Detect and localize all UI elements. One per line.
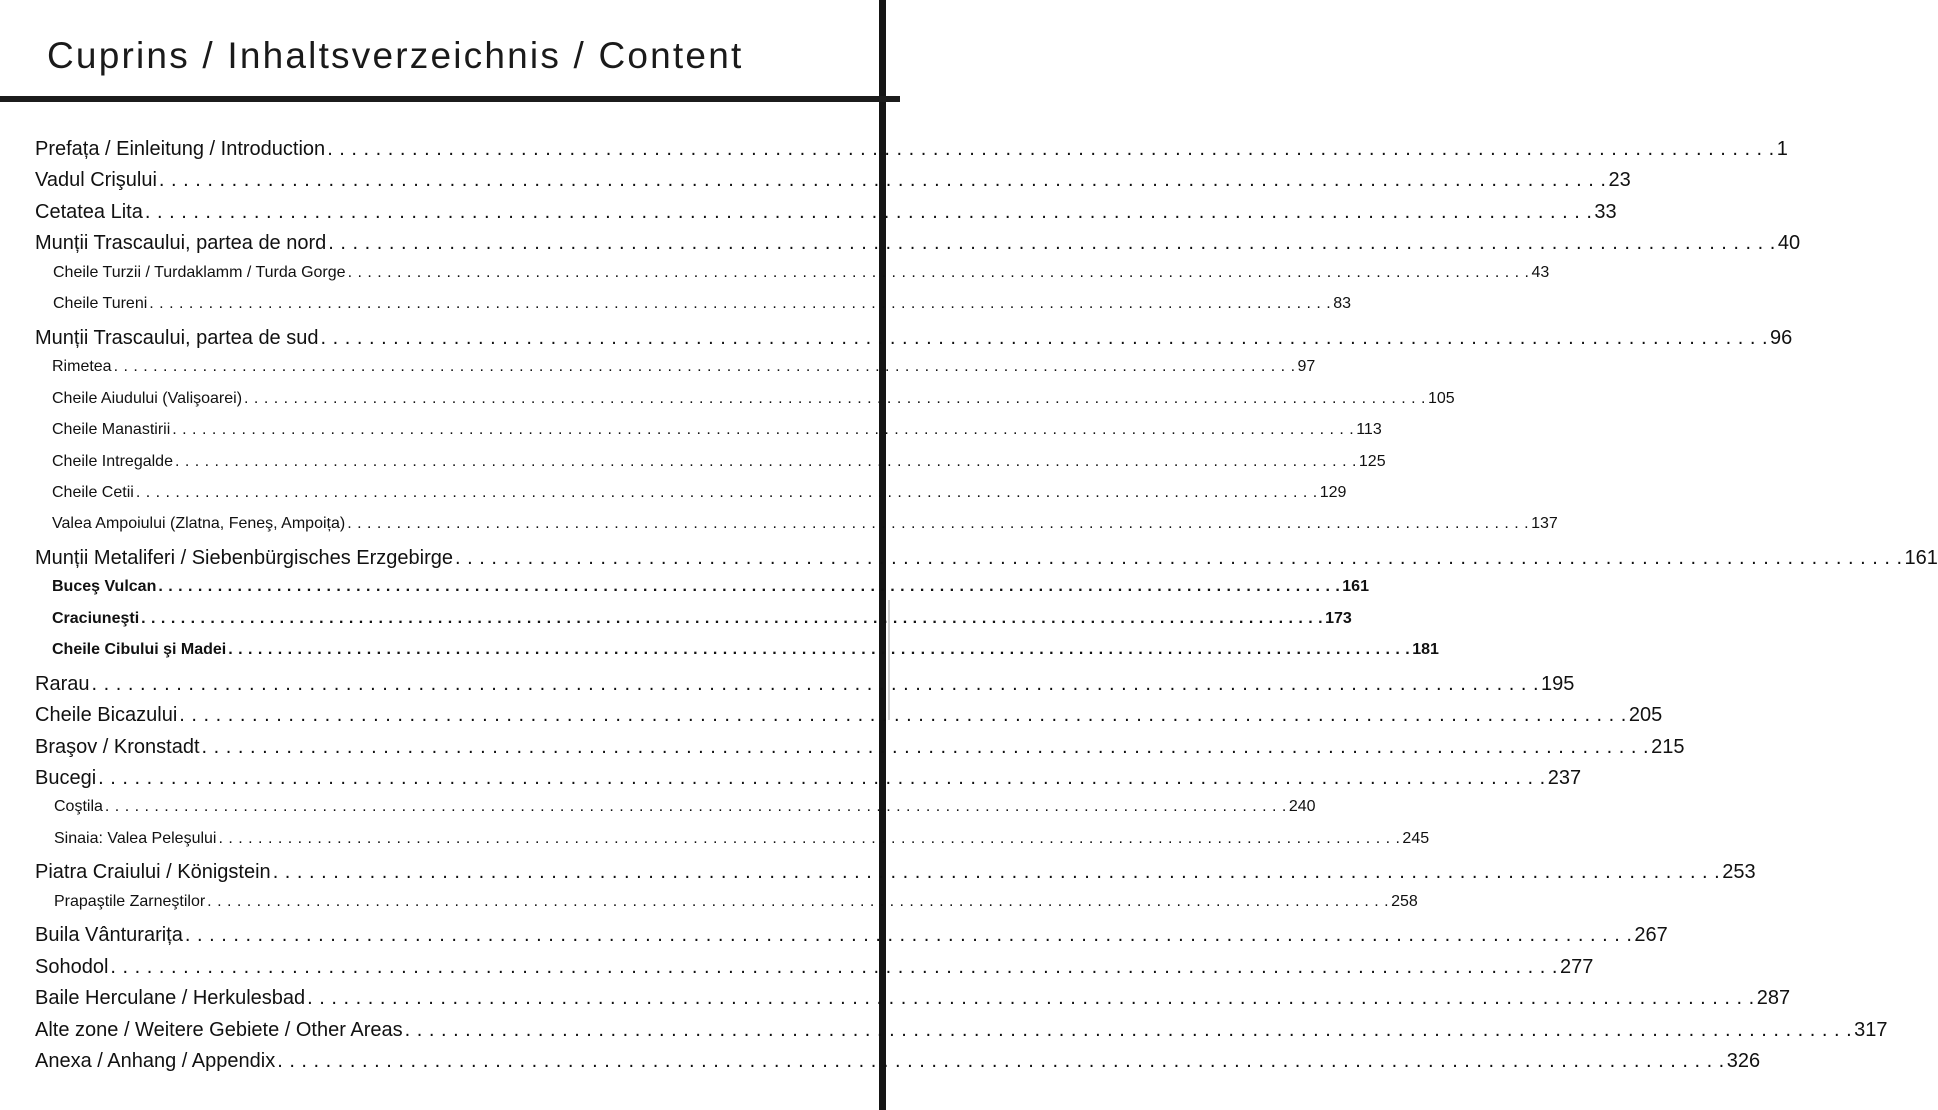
toc-entry-title: Sinaia: Valea Peleşului [54,829,217,847]
dot-leader: . . . . . . . . . . . . . . . . . . . . . . . . . . . . . . . . . . . . . . . . . . . . . . . . . . . . . . . . . . . . . . . . . . . . . . . . . . . . . . . . . . . . . . . . . . . . . . . . . . . . . . . . . . . . . . . . . . . . . . . . [91,672,1540,695]
dot-leader: . . . . . . . . . . . . . . . . . . . . . . . . . . . . . . . . . . . . . . . . . . . . . . . . . . . . . . . . . . . . . . . . . . . . . . . . . . . . . . . . . . . . . . . . . . . . . . . . . . . . . . . . . . . . . . . . . . . . . . . . [172,421,1355,439]
toc-entry-page-number: 113 [1356,421,1382,439]
dot-leader: . . . . . . . . . . . . . . . . . . . . . . . . . . . . . . . . . . . . . . . . . . . . . . . . . . . . . . . . . . . . . . . . . . . . . . . . . . . . . . . . . . . . . . . . . . . . . . . . . . . . . . . . . . . . . . . . . . . . . . . . [201,735,1650,758]
toc-entry-title: Sohodol [35,955,109,978]
toc-entry[interactable] [53,263,1550,282]
dot-leader: . . . . . . . . . . . . . . . . . . . . . . . . . . . . . . . . . . . . . . . . . . . . . . . . . . . . . . . . . . . . . . . . . . . . . . . . . . . . . . . . . . . . . . . . . . . . . . . . . . . . . . . . . . . . . . . . . . . . . . . . [98,767,1546,789]
toc-entry[interactable] [35,546,1938,570]
dot-leader: . . . . . . . . . . . . . . . . . . . . . . . . . . . . . . . . . . . . . . . . . . . . . . . . . . . . . . . . . . . . . . . . . . . . . . . . . . . . . . . . . . . . . . . . . . . . . . . . . . . . . . . . . . . . . . . . . . . . . . . . [277,1050,1725,1073]
toc-entry[interactable] [52,358,1316,376]
toc-entry[interactable] [35,735,1685,759]
dot-leader: . . . . . . . . . . . . . . . . . . . . . . . . . . . . . . . . . . . . . . . . . . . . . . . . . . . . . . . . . . . . . . . . . . . . . . . . . . . . . . . . . . . . . . . . . . . . . . . . . . . . . . . . . . . . . . . . . . . . . . . . [244,389,1426,407]
toc-entry-page-number: 40 [1777,232,1801,255]
dot-leader: . . . . . . . . . . . . . . . . . . . . . . . . . . . . . . . . . . . . . . . . . . . . . . . . . . . . . . . . . . . . . . . . . . . . . . . . . . . . . . . . . . . . . . . . . . . . . . . . . . . . . . . . . . . . . . . . . . . . . . . . [404,1018,1853,1041]
toc-entry[interactable] [35,200,1617,224]
toc-entry[interactable] [52,452,1386,471]
toc-entry[interactable] [35,326,1793,350]
toc-entry-title: Munții Metaliferi / Siebenbürgisches Erzgebirge [35,546,453,569]
dot-leader: . . . . . . . . . . . . . . . . . . . . . . . . . . . . . . . . . . . . . . . . . . . . . . . . . . . . . . . . . . . . . . . . . . . . . . . . . . . . . . . . . . . . . . . . . . . . . . . . . . . . . . . . . . . . . . . . . . . . . . . . [141,609,1324,627]
toc-entry[interactable] [52,483,1347,502]
dot-leader: . . . . . . . . . . . . . . . . . . . . . . . . . . . . . . . . . . . . . . . . . . . . . . . . . . . . . . . . . . . . . . . . . . . . . . . . . . . . . . . . . . . . . . . . . . . . . . . . . . . . . . . . . . . . . . . . . . . . . . . . [327,138,1775,160]
toc-entry[interactable] [53,295,1352,313]
dot-leader: . . . . . . . . . . . . . . . . . . . . . . . . . . . . . . . . . . . . . . . . . . . . . . . . . . . . . . . . . . . . . . . . . . . . . . . . . . . . . . . . . . . . . . . . . . . . . . . . . . . . . . . . . . . . . . . . . . . . . . . . [307,987,1755,1010]
toc-entry-page-number: 43 [1531,263,1550,281]
dot-leader: . . . . . . . . . . . . . . . . . . . . . . . . . . . . . . . . . . . . . . . . . . . . . . . . . . . . . . . . . . . . . . . . . . . . . . . . . . . . . . . . . . . . . . . . . . . . . . . . . . . . . . . . . . . . . . . . . . . . . . . . [347,263,1530,281]
toc-entry-page-number: 317 [1854,1018,1888,1041]
toc-entry-title: Cheile Aiudului (Valişoarei) [52,389,243,407]
toc-entry-page-number: 105 [1427,389,1455,407]
toc-entry-title: Craciuneşti [52,609,140,627]
toc-entry-title: Cheile Bicazului [35,704,178,727]
toc-entry-page-number: 181 [1412,641,1439,659]
toc-entry-page-number: 33 [1594,200,1617,223]
toc-entry-title: Alte zone / Weitere Gebiete / Other Areas [35,1018,403,1041]
toc-entry-title: Cheile Manastirii [52,421,171,439]
toc-entry-title: Piatra Craiului / Königstein [35,861,271,884]
dot-leader: . . . . . . . . . . . . . . . . . . . . . . . . . . . . . . . . . . . . . . . . . . . . . . . . . . . . . . . . . . . . . . . . . . . . . . . . . . . . . . . . . . . . . . . . . . . . . . . . . . . . . . . . . . . . . . . . . . . . . . . . [104,798,1287,816]
toc-entry-title: Prapaştile Zarneştilor [54,892,206,910]
dot-leader: . . . . . . . . . . . . . . . . . . . . . . . . . . . . . . . . . . . . . . . . . . . . . . . . . . . . . . . . . . . . . . . . . . . . . . . . . . . . . . . . . . . . . . . . . . . . . . . . . . . . . . . . . . . . . . . . . . . . . . . . [110,955,1558,978]
toc-entry-page-number: 97 [1297,358,1316,376]
toc-entry[interactable] [35,987,1791,1010]
toc-entry-title: Cheile Intregalde [52,452,173,470]
toc-entry[interactable] [35,1050,1761,1073]
toc-entry-page-number: 326 [1726,1050,1761,1073]
dot-leader: . . . . . . . . . . . . . . . . . . . . . . . . . . . . . . . . . . . . . . . . . . . . . . . . . . . . . . . . . . . . . . . . . . . . . . . . . . . . . . . . . . . . . . . . . . . . . . . . . . . . . . . . . . . . . . . . . . . . . . . . [149,295,1332,313]
dot-leader: . . . . . . . . . . . . . . . . . . . . . . . . . . . . . . . . . . . . . . . . . . . . . . . . . . . . . . . . . . . . . . . . . . . . . . . . . . . . . . . . . . . . . . . . . . . . . . . . . . . . . . . . . . . . . . . . . . . . . . . . [174,452,1357,470]
toc-entry[interactable] [35,232,1801,255]
dot-leader: . . . . . . . . . . . . . . . . . . . . . . . . . . . . . . . . . . . . . . . . . . . . . . . . . . . . . . . . . . . . . . . . . . . . . . . . . . . . . . . . . . . . . . . . . . . . . . . . . . . . . . . . . . . . . . . . . . . . . . . . [347,515,1530,533]
toc-entry[interactable] [54,798,1316,816]
toc-entry[interactable] [54,829,1430,848]
toc-entry-title: Valea Ampoiului (Zlatna, Feneş, Ampoița) [52,515,346,533]
toc-entry-page-number: 205 [1628,704,1663,727]
toc-entry-page-number: 161 [1342,578,1369,596]
toc-entry-page-number: 215 [1651,735,1685,758]
toc-entry[interactable] [35,169,1631,192]
toc-entry[interactable] [52,421,1382,439]
toc-entry-page-number: 287 [1756,987,1791,1010]
toc-entry[interactable] [35,924,1668,947]
toc-entry-title: Rimetea [52,358,112,376]
toc-entry-title: Anexa / Anhang / Appendix [35,1050,276,1073]
toc-entry[interactable] [35,704,1663,727]
dot-leader: . . . . . . . . . . . . . . . . . . . . . . . . . . . . . . . . . . . . . . . . . . . . . . . . . . . . . . . . . . . . . . . . . . . . . . . . . . . . . . . . . . . . . . . . . . . . . . . . . . . . . . . . . . . . . . . . . . . . . . . . [158,169,1607,192]
toc-entry[interactable] [35,1018,1888,1042]
toc-entry-title: Vadul Crişului [35,169,157,192]
toc-entry-title: Cheile Tureni [53,295,148,313]
dot-leader: . . . . . . . . . . . . . . . . . . . . . . . . . . . . . . . . . . . . . . . . . . . . . . . . . . . . . . . . . . . . . . . . . . . . . . . . . . . . . . . . . . . . . . . . . . . . . . . . . . . . . . . . . . . . . . . . . . . . . . . . [218,829,1401,847]
dot-leader: . . . . . . . . . . . . . . . . . . . . . . . . . . . . . . . . . . . . . . . . . . . . . . . . . . . . . . . . . . . . . . . . . . . . . . . . . . . . . . . . . . . . . . . . . . . . . . . . . . . . . . . . . . . . . . . . . . . . . . . . [454,546,1903,569]
toc-entry[interactable] [52,641,1439,659]
toc-entry[interactable] [52,515,1558,533]
dot-leader: . . . . . . . . . . . . . . . . . . . . . . . . . . . . . . . . . . . . . . . . . . . . . . . . . . . . . . . . . . . . . . . . . . . . . . . . . . . . . . . . . . . . . . . . . . . . . . . . . . . . . . . . . . . . . . . . . . . . . . . . [272,861,1721,884]
dot-leader: . . . . . . . . . . . . . . . . . . . . . . . . . . . . . . . . . . . . . . . . . . . . . . . . . . . . . . . . . . . . . . . . . . . . . . . . . . . . . . . . . . . . . . . . . . . . . . . . . . . . . . . . . . . . . . . . . . . . . . . . [179,704,1627,727]
toc-entry-title: Baile Herculane / Herkulesbad [35,987,306,1010]
toc-entry-page-number: 23 [1608,169,1631,192]
toc-entry-page-number: 237 [1547,767,1582,789]
toc-entry-page-number: 267 [1634,924,1668,947]
dot-leader: . . . . . . . . . . . . . . . . . . . . . . . . . . . . . . . . . . . . . . . . . . . . . . . . . . . . . . . . . . . . . . . . . . . . . . . . . . . . . . . . . . . . . . . . . . . . . . . . . . . . . . . . . . . . . . . . . . . . . . . . [158,578,1341,596]
toc-entry[interactable] [35,767,1582,790]
toc-entry-title: Munții Trascaului, partea de sud [35,326,319,349]
toc-entry-title: Munții Trascaului, partea de nord [35,232,327,255]
toc-entry[interactable] [35,138,1788,161]
toc-entry-page-number: 96 [1770,326,1793,349]
toc-entry-title: Rarau [35,672,90,695]
toc-entry-page-number: 258 [1391,892,1418,910]
toc-entry-title: Buila Vânturarița [35,924,183,947]
dot-leader: . . . . . . . . . . . . . . . . . . . . . . . . . . . . . . . . . . . . . . . . . . . . . . . . . . . . . . . . . . . . . . . . . . . . . . . . . . . . . . . . . . . . . . . . . . . . . . . . . . . . . . . . . . . . . . . . . . . . . . . . [184,924,1633,947]
toc-entry-title: Coştila [54,798,103,816]
toc-entry-page-number: 253 [1722,861,1756,884]
toc-entry-page-number: 1 [1776,138,1788,160]
toc-entry-page-number: 173 [1325,609,1352,627]
toc-entry[interactable] [35,672,1575,696]
dot-leader: . . . . . . . . . . . . . . . . . . . . . . . . . . . . . . . . . . . . . . . . . . . . . . . . . . . . . . . . . . . . . . . . . . . . . . . . . . . . . . . . . . . . . . . . . . . . . . . . . . . . . . . . . . . . . . . . . . . . . . . . [228,641,1411,659]
dot-leader: . . . . . . . . . . . . . . . . . . . . . . . . . . . . . . . . . . . . . . . . . . . . . . . . . . . . . . . . . . . . . . . . . . . . . . . . . . . . . . . . . . . . . . . . . . . . . . . . . . . . . . . . . . . . . . . . . . . . . . . . [328,232,1776,255]
dot-leader: . . . . . . . . . . . . . . . . . . . . . . . . . . . . . . . . . . . . . . . . . . . . . . . . . . . . . . . . . . . . . . . . . . . . . . . . . . . . . . . . . . . . . . . . . . . . . . . . . . . . . . . . . . . . . . . . . . . . . . . . [144,200,1593,223]
toc-entry-title: Bucegi [35,767,97,789]
toc-entry-page-number: 161 [1904,546,1938,569]
toc-entry[interactable] [52,389,1455,408]
dot-leader: . . . . . . . . . . . . . . . . . . . . . . . . . . . . . . . . . . . . . . . . . . . . . . . . . . . . . . . . . . . . . . . . . . . . . . . . . . . . . . . . . . . . . . . . . . . . . . . . . . . . . . . . . . . . . . . . . . . . . . . . [207,892,1390,910]
dot-leader: . . . . . . . . . . . . . . . . . . . . . . . . . . . . . . . . . . . . . . . . . . . . . . . . . . . . . . . . . . . . . . . . . . . . . . . . . . . . . . . . . . . . . . . . . . . . . . . . . . . . . . . . . . . . . . . . . . . . . . . . [135,483,1318,501]
toc-entry-page-number: 240 [1288,798,1316,816]
toc-entry-page-number: 125 [1358,452,1386,470]
toc-entry-page-number: 129 [1319,483,1347,501]
toc-entry-title: Cheile Cibului şi Madei [52,641,227,659]
toc-entry[interactable] [52,578,1369,596]
toc-entry[interactable] [35,955,1594,979]
toc-entry-page-number: 245 [1402,829,1430,847]
toc-entry-title: Buceş Vulcan [52,578,157,596]
toc-entry-page-number: 195 [1541,672,1575,695]
toc-entry-title: Cheile Turzii / Turdaklamm / Turda Gorge [53,263,346,281]
toc-entry-page-number: 83 [1333,295,1352,313]
toc-entry-title: Cetatea Lita [35,200,143,223]
dot-leader: . . . . . . . . . . . . . . . . . . . . . . . . . . . . . . . . . . . . . . . . . . . . . . . . . . . . . . . . . . . . . . . . . . . . . . . . . . . . . . . . . . . . . . . . . . . . . . . . . . . . . . . . . . . . . . . . . . . . . . . . [320,326,1769,349]
toc-entry[interactable] [52,609,1352,628]
toc-entry-title: Braşov / Kronstadt [35,735,200,758]
page-title: Cuprins / Inhaltsverzeichnis / Content [47,35,744,76]
toc-entry[interactable] [35,861,1756,884]
toc-entry-title: Prefața / Einleitung / Introduction [35,138,326,160]
toc-entry-page-number: 277 [1559,955,1594,978]
toc-entry-page-number: 137 [1531,515,1558,533]
dot-leader: . . . . . . . . . . . . . . . . . . . . . . . . . . . . . . . . . . . . . . . . . . . . . . . . . . . . . . . . . . . . . . . . . . . . . . . . . . . . . . . . . . . . . . . . . . . . . . . . . . . . . . . . . . . . . . . . . . . . . . . . [113,358,1296,376]
toc-entry-title: Cheile Cetii [52,483,134,501]
toc-entry[interactable] [54,892,1418,911]
